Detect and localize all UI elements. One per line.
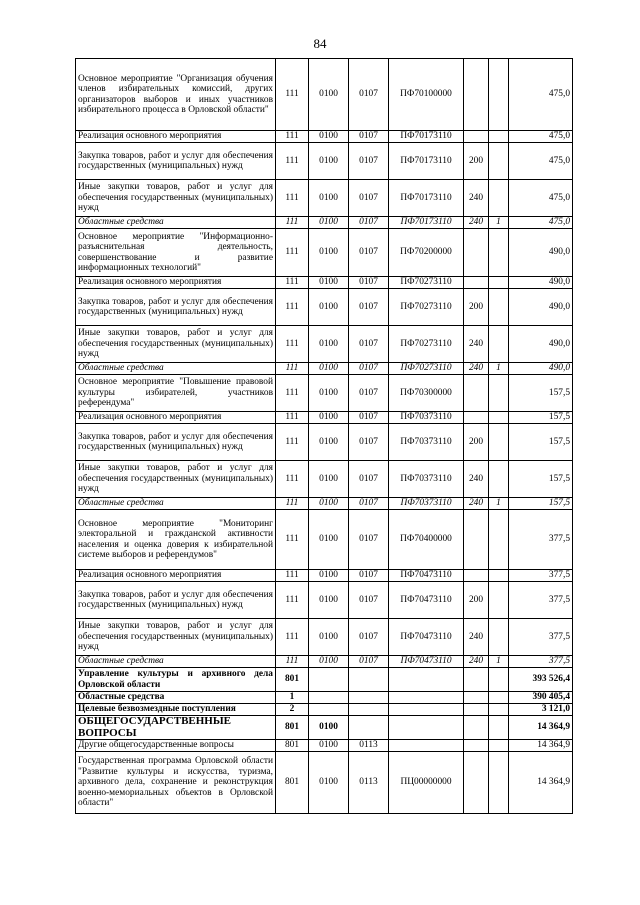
row-name: Областные средства <box>76 217 276 229</box>
section-code: 0100 <box>309 656 349 668</box>
subsection-code: 0107 <box>349 217 389 229</box>
expense-type-code <box>464 375 489 412</box>
amount: 157,5 <box>509 498 573 510</box>
row-name: Реализация основного мероприятия <box>76 277 276 289</box>
subsection-code: 0107 <box>349 619 389 656</box>
grbs-code: 111 <box>276 656 309 668</box>
table-row <box>76 277 573 289</box>
target-article-code: ПФ70473110 <box>389 656 464 668</box>
funding-source-code: 1 <box>489 363 509 375</box>
row-name: Иные закупки товаров, работ и услуг для обеспечения государственных (муниципальных) нужд <box>76 326 276 363</box>
table-row <box>76 424 573 461</box>
expense-type-code: 240 <box>464 619 489 656</box>
subsection-code: 0107 <box>349 363 389 375</box>
section-code: 0100 <box>309 424 349 461</box>
section-code: 0100 <box>309 582 349 619</box>
funding-source-code: 1 <box>489 498 509 510</box>
row-name: Управление культуры и архивного дела Орловской области <box>76 668 276 692</box>
expense-type-code <box>464 277 489 289</box>
section-code: 0100 <box>309 619 349 656</box>
subsection-code: 0107 <box>349 131 389 143</box>
section-code: 0100 <box>309 510 349 570</box>
section-code: 0100 <box>309 326 349 363</box>
table-row <box>76 180 573 217</box>
table-row <box>76 131 573 143</box>
table-row <box>76 704 573 716</box>
funding-source-code <box>489 461 509 498</box>
target-article-code: ПФ70173110 <box>389 143 464 180</box>
grbs-code: 111 <box>276 289 309 326</box>
table-row <box>76 59 573 131</box>
subsection-code: 0107 <box>349 289 389 326</box>
target-article-code: ПФ70273110 <box>389 289 464 326</box>
table-row <box>76 217 573 229</box>
amount: 14 364,9 <box>509 716 573 740</box>
table-row <box>76 740 573 752</box>
funding-source-code: 1 <box>489 656 509 668</box>
amount: 157,5 <box>509 375 573 412</box>
table-row <box>76 289 573 326</box>
table-row <box>76 582 573 619</box>
subsection-code: 0107 <box>349 498 389 510</box>
row-name: Областные средства <box>76 498 276 510</box>
funding-source-code <box>489 619 509 656</box>
amount: 3 121,0 <box>509 704 573 716</box>
expense-type-code <box>464 59 489 131</box>
amount: 490,0 <box>509 363 573 375</box>
grbs-code: 111 <box>276 424 309 461</box>
funding-source-code <box>489 582 509 619</box>
row-name: Закупка товаров, работ и услуг для обеспечения государственных (муниципальных) нужд <box>76 424 276 461</box>
subsection-code: 0107 <box>349 229 389 277</box>
row-name: Государственная программа Орловской области "Развитие культуры и искусства, туризма, архивного дела, сохранение и реконструкция военно-мемориальных объектов в Орловской области" <box>76 752 276 814</box>
grbs-code: 111 <box>276 619 309 656</box>
subsection-code: 0107 <box>349 424 389 461</box>
row-name: Основное мероприятие "Повышение правовой культуры избирателей, участников референдума" <box>76 375 276 412</box>
row-name: ОБЩЕГОСУДАРСТВЕННЫЕ ВОПРОСЫ <box>76 716 276 740</box>
expense-type-code <box>464 412 489 424</box>
funding-source-code <box>489 740 509 752</box>
table-row <box>76 461 573 498</box>
grbs-code: 111 <box>276 570 309 582</box>
row-name: Основное мероприятие "Организация обучения членов избирательных комиссий, других организаторов выборов и иных участников избирательного процесса в Орловской области" <box>76 59 276 131</box>
row-name: Закупка товаров, работ и услуг для обеспечения государственных (муниципальных) нужд <box>76 582 276 619</box>
section-code: 0100 <box>309 143 349 180</box>
expense-type-code <box>464 716 489 740</box>
amount: 377,5 <box>509 619 573 656</box>
row-name: Основное мероприятие "Информационно-разъяснительная деятельность, совершенствование и развитие информационных технологий" <box>76 229 276 277</box>
amount: 390 405,4 <box>509 692 573 704</box>
row-name: Целевые безвозмездные поступления <box>76 704 276 716</box>
amount: 475,0 <box>509 59 573 131</box>
target-article-code: ПФ70100000 <box>389 59 464 131</box>
row-name: Областные средства <box>76 363 276 375</box>
expense-type-code: 240 <box>464 180 489 217</box>
grbs-code: 111 <box>276 217 309 229</box>
amount: 157,5 <box>509 424 573 461</box>
grbs-code: 801 <box>276 752 309 814</box>
row-name: Областные средства <box>76 656 276 668</box>
table-row <box>76 619 573 656</box>
grbs-code: 111 <box>276 582 309 619</box>
amount: 14 364,9 <box>509 752 573 814</box>
row-name: Закупка товаров, работ и услуг для обеспечения государственных (муниципальных) нужд <box>76 143 276 180</box>
subsection-code: 0107 <box>349 326 389 363</box>
section-code: 0100 <box>309 412 349 424</box>
table-row <box>76 375 573 412</box>
target-article-code: ПФ70273110 <box>389 363 464 375</box>
target-article-code: ПФ70273110 <box>389 277 464 289</box>
expense-type-code <box>464 570 489 582</box>
funding-source-code <box>489 375 509 412</box>
subsection-code: 0107 <box>349 582 389 619</box>
amount: 475,0 <box>509 143 573 180</box>
target-article-code: ПФ70200000 <box>389 229 464 277</box>
grbs-code: 111 <box>276 180 309 217</box>
subsection-code: 0107 <box>349 143 389 180</box>
grbs-code: 111 <box>276 143 309 180</box>
grbs-code: 111 <box>276 229 309 277</box>
target-article-code: ПЦ00000000 <box>389 752 464 814</box>
funding-source-code <box>489 668 509 692</box>
target-article-code: ПФ70173110 <box>389 131 464 143</box>
section-code: 0100 <box>309 570 349 582</box>
subsection-code: 0107 <box>349 375 389 412</box>
funding-source-code <box>489 326 509 363</box>
target-article-code: ПФ70373110 <box>389 498 464 510</box>
grbs-code: 111 <box>276 59 309 131</box>
table-row <box>76 668 573 692</box>
amount: 14 364,9 <box>509 740 573 752</box>
subsection-code: 0107 <box>349 180 389 217</box>
subsection-code: 0107 <box>349 656 389 668</box>
subsection-code <box>349 704 389 716</box>
amount: 157,5 <box>509 461 573 498</box>
funding-source-code <box>489 424 509 461</box>
section-code: 0100 <box>309 375 349 412</box>
grbs-code: 1 <box>276 692 309 704</box>
expense-type-code: 240 <box>464 363 489 375</box>
section-code: 0100 <box>309 277 349 289</box>
section-code <box>309 668 349 692</box>
funding-source-code <box>489 704 509 716</box>
funding-source-code <box>489 289 509 326</box>
table-row <box>76 498 573 510</box>
table-row <box>76 692 573 704</box>
amount: 377,5 <box>509 510 573 570</box>
target-article-code: ПФ70373110 <box>389 412 464 424</box>
section-code: 0100 <box>309 59 349 131</box>
subsection-code: 0107 <box>349 59 389 131</box>
amount: 475,0 <box>509 131 573 143</box>
table-row <box>76 363 573 375</box>
subsection-code <box>349 668 389 692</box>
target-article-code: ПФ70273110 <box>389 326 464 363</box>
table-row <box>76 326 573 363</box>
funding-source-code: 1 <box>489 217 509 229</box>
amount: 393 526,4 <box>509 668 573 692</box>
amount: 377,5 <box>509 582 573 619</box>
funding-source-code <box>489 277 509 289</box>
expense-type-code: 240 <box>464 498 489 510</box>
budget-table-body <box>76 59 573 814</box>
amount: 490,0 <box>509 326 573 363</box>
section-code: 0100 <box>309 289 349 326</box>
row-name: Областные средства <box>76 692 276 704</box>
grbs-code: 111 <box>276 510 309 570</box>
target-article-code: ПФ70173110 <box>389 180 464 217</box>
section-code: 0100 <box>309 752 349 814</box>
target-article-code <box>389 692 464 704</box>
target-article-code: ПФ70373110 <box>389 461 464 498</box>
grbs-code: 801 <box>276 668 309 692</box>
subsection-code: 0107 <box>349 277 389 289</box>
target-article-code: ПФ70473110 <box>389 619 464 656</box>
expense-type-code: 240 <box>464 326 489 363</box>
expense-type-code: 200 <box>464 424 489 461</box>
funding-source-code <box>489 229 509 277</box>
grbs-code: 111 <box>276 326 309 363</box>
row-name: Реализация основного мероприятия <box>76 412 276 424</box>
funding-source-code <box>489 131 509 143</box>
expense-type-code: 240 <box>464 461 489 498</box>
section-code: 0100 <box>309 180 349 217</box>
expense-type-code <box>464 668 489 692</box>
row-name: Реализация основного мероприятия <box>76 131 276 143</box>
target-article-code: ПФ70173110 <box>389 217 464 229</box>
expense-type-code: 240 <box>464 217 489 229</box>
target-article-code: ПФ70300000 <box>389 375 464 412</box>
subsection-code: 0107 <box>349 570 389 582</box>
grbs-code: 801 <box>276 716 309 740</box>
target-article-code: ПФ70473110 <box>389 582 464 619</box>
target-article-code <box>389 716 464 740</box>
row-name: Иные закупки товаров, работ и услуг для обеспечения государственных (муниципальных) нужд <box>76 180 276 217</box>
expense-type-code <box>464 510 489 570</box>
section-code: 0100 <box>309 740 349 752</box>
grbs-code: 111 <box>276 277 309 289</box>
section-code <box>309 704 349 716</box>
funding-source-code <box>489 180 509 217</box>
section-code: 0100 <box>309 229 349 277</box>
expense-type-code <box>464 131 489 143</box>
grbs-code: 111 <box>276 131 309 143</box>
expense-type-code <box>464 752 489 814</box>
expense-type-code <box>464 740 489 752</box>
amount: 377,5 <box>509 656 573 668</box>
table-row <box>76 229 573 277</box>
subsection-code: 0113 <box>349 752 389 814</box>
table-row <box>76 570 573 582</box>
funding-source-code <box>489 412 509 424</box>
amount: 490,0 <box>509 289 573 326</box>
subsection-code <box>349 716 389 740</box>
expense-type-code <box>464 229 489 277</box>
section-code: 0100 <box>309 363 349 375</box>
grbs-code: 111 <box>276 498 309 510</box>
subsection-code: 0107 <box>349 412 389 424</box>
row-name: Закупка товаров, работ и услуг для обеспечения государственных (муниципальных) нужд <box>76 289 276 326</box>
funding-source-code <box>489 510 509 570</box>
funding-source-code <box>489 716 509 740</box>
page-number: 84 <box>313 36 327 51</box>
section-code: 0100 <box>309 498 349 510</box>
section-code: 0100 <box>309 461 349 498</box>
expense-type-code: 200 <box>464 289 489 326</box>
row-name: Иные закупки товаров, работ и услуг для обеспечения государственных (муниципальных) нужд <box>76 619 276 656</box>
subsection-code: 0107 <box>349 461 389 498</box>
target-article-code: ПФ70473110 <box>389 570 464 582</box>
amount: 377,5 <box>509 570 573 582</box>
expense-type-code <box>464 692 489 704</box>
budget-table <box>75 58 573 814</box>
grbs-code: 2 <box>276 704 309 716</box>
row-name: Иные закупки товаров, работ и услуг для обеспечения государственных (муниципальных) нужд <box>76 461 276 498</box>
funding-source-code <box>489 59 509 131</box>
subsection-code <box>349 692 389 704</box>
target-article-code: ПФ70373110 <box>389 424 464 461</box>
grbs-code: 111 <box>276 363 309 375</box>
subsection-code: 0113 <box>349 740 389 752</box>
grbs-code: 111 <box>276 375 309 412</box>
section-code: 0100 <box>309 217 349 229</box>
funding-source-code <box>489 570 509 582</box>
section-code <box>309 692 349 704</box>
amount: 490,0 <box>509 229 573 277</box>
funding-source-code <box>489 143 509 180</box>
target-article-code <box>389 704 464 716</box>
table-row <box>76 656 573 668</box>
row-name: Основное мероприятие "Мониторинг электоральной и гражданской активности населения и оценка доверия к избирательной системе выборов и референдумов" <box>76 510 276 570</box>
target-article-code <box>389 668 464 692</box>
expense-type-code: 240 <box>464 656 489 668</box>
expense-type-code: 200 <box>464 582 489 619</box>
section-code: 0100 <box>309 131 349 143</box>
subsection-code: 0107 <box>349 510 389 570</box>
target-article-code <box>389 740 464 752</box>
section-code: 0100 <box>309 716 349 740</box>
table-row <box>76 412 573 424</box>
amount: 475,0 <box>509 180 573 217</box>
table-row <box>76 716 573 740</box>
grbs-code: 111 <box>276 412 309 424</box>
amount: 157,5 <box>509 412 573 424</box>
amount: 475,0 <box>509 217 573 229</box>
row-name: Другие общегосударственные вопросы <box>76 740 276 752</box>
funding-source-code <box>489 692 509 704</box>
target-article-code: ПФ70400000 <box>389 510 464 570</box>
table-row <box>76 752 573 814</box>
funding-source-code <box>489 752 509 814</box>
table-row <box>76 510 573 570</box>
row-name: Реализация основного мероприятия <box>76 570 276 582</box>
grbs-code: 111 <box>276 461 309 498</box>
table-row <box>76 143 573 180</box>
expense-type-code: 200 <box>464 143 489 180</box>
expense-type-code <box>464 704 489 716</box>
amount: 490,0 <box>509 277 573 289</box>
grbs-code: 801 <box>276 740 309 752</box>
